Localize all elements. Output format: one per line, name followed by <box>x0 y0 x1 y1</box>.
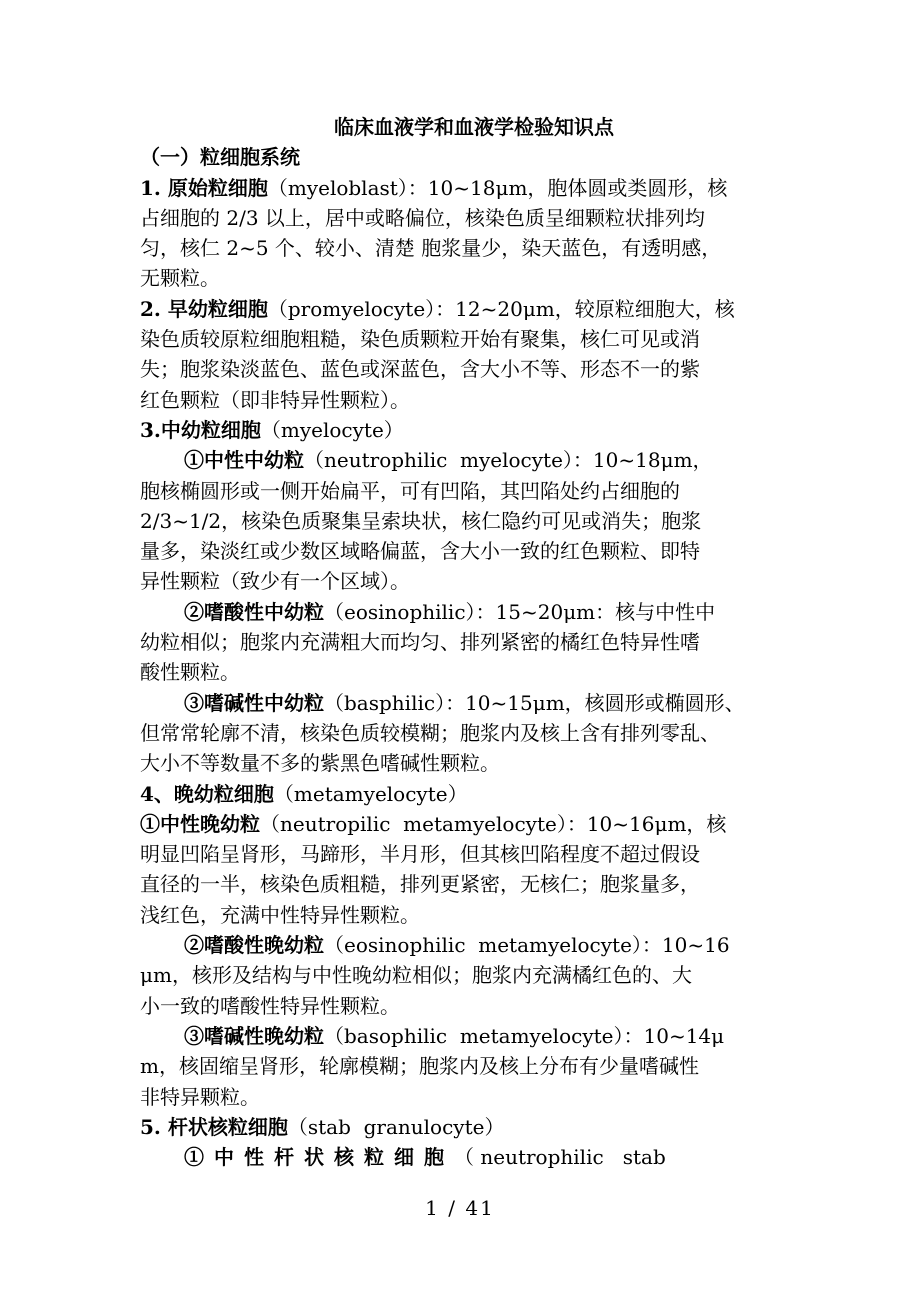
term-heading: ③嗜碱性晚幼粒 <box>184 1023 324 1048</box>
paragraph-line: ①中性杆状核粒细胞（ neutrophilic stab <box>184 1145 666 1170</box>
section-heading: （一）粒细胞系统 <box>140 145 300 170</box>
paragraph-line: ①中性晚幼粒（neutropilic metamyelocyte）：10~16μm，核 <box>140 811 727 836</box>
term-heading: ②嗜酸性中幼粒 <box>184 599 324 624</box>
term-heading: 3.中幼粒细胞 <box>140 417 261 442</box>
paragraph-line: 无颗粒。 <box>140 266 220 291</box>
paragraph-line: 2. 早幼粒细胞（promyelocyte）：12~20μm，较原粒细胞大，核 <box>140 296 735 321</box>
term-heading: 2. 早幼粒细胞 <box>140 296 268 321</box>
paragraph-line: 5. 杆状核粒细胞（stab granulocyte） <box>140 1114 505 1139</box>
term-heading: 1. 原始粒细胞 <box>140 175 268 200</box>
page-title: 临床血液学和血液学检验知识点 <box>334 115 614 139</box>
term-heading: 4、晚幼粒细胞 <box>140 781 274 806</box>
paragraph-line: ③嗜碱性晚幼粒（basophilic metamyelocyte）：10~14μ <box>184 1023 725 1048</box>
document-body <box>140 112 792 1172</box>
paragraph-line: 小一致的嗜酸性特异性颗粒。 <box>140 993 400 1018</box>
paragraph-line: 胞核椭圆形或一侧开始扁平，可有凹陷，其凹陷处约占细胞的 <box>140 478 680 503</box>
paragraph-line: 大小不等数量不多的紫黑色嗜碱性颗粒。 <box>140 751 500 776</box>
paragraph-line: 量多，染淡红或少数区域略偏蓝，含大小一致的红色颗粒、即特 <box>140 539 700 564</box>
paragraph-line: ①中性中幼粒（neutrophilic myelocyte）：10~18μm， <box>184 448 713 473</box>
paragraph-line: 3.中幼粒细胞（myelocyte） <box>140 417 404 442</box>
paragraph-line: 但常常轮廓不清，核染色质较模糊；胞浆内及核上含有排列零乱、 <box>140 720 720 745</box>
term-heading: ①中性杆状核粒细胞 <box>184 1145 454 1170</box>
paragraph-line: ②嗜酸性中幼粒（eosinophilic）：15~20μm：核与中性中 <box>184 599 716 624</box>
paragraph-line: 酸性颗粒。 <box>140 660 240 685</box>
paragraph-line: 浅红色，充满中性特异性颗粒。 <box>140 902 420 927</box>
paragraph-line: 染色质较原粒细胞粗糙，染色质颗粒开始有聚集，核仁可见或消 <box>140 327 700 352</box>
page-number: 1 / 41 <box>425 1196 495 1220</box>
paragraph-line: 占细胞的 2/3 以上，居中或略偏位，核染色质呈细颗粒状排列均 <box>140 205 705 230</box>
paragraph-line: 红色颗粒（即非特异性颗粒）。 <box>140 387 410 412</box>
paragraph-line: 匀，核仁 2~5 个、较小、清楚 胞浆量少，染天蓝色，有透明感， <box>140 236 722 261</box>
paragraph-line: 2/3~1/2，核染色质聚集呈索块状，核仁隐约可见或消失；胞浆 <box>140 508 702 533</box>
term-heading: ①中性中幼粒 <box>184 448 304 473</box>
paragraph-line: 明显凹陷呈肾形，马蹄形，半月形，但其核凹陷程度不超过假设 <box>140 842 700 867</box>
paragraph-line: 4、晚幼粒细胞（metamyelocyte） <box>140 781 468 806</box>
paragraph-line: 1. 原始粒细胞（myeloblast）：10~18μm，胞体圆或类圆形，核 <box>140 175 728 200</box>
paragraph-line: 失；胞浆染淡蓝色、蓝色或深蓝色，含大小不等、形态不一的紫 <box>140 357 700 382</box>
paragraph-line: μm，核形及结构与中性晚幼粒相似；胞浆内充满橘红色的、大 <box>140 963 692 988</box>
term-heading: 5. 杆状核粒细胞 <box>140 1114 288 1139</box>
paragraph-line: 直径的一半，核染色质粗糙，排列更紧密，无核仁；胞浆量多， <box>140 872 700 897</box>
term-heading: ③嗜碱性中幼粒 <box>184 690 324 715</box>
paragraph-line: 幼粒相似；胞浆内充满粗大而均匀、排列紧密的橘红色特异性嗜 <box>140 630 700 655</box>
term-heading: ①中性晚幼粒 <box>140 811 260 836</box>
paragraph-line: ②嗜酸性晚幼粒（eosinophilic metamyelocyte）：10~16 <box>184 933 730 958</box>
paragraph-line: 非特异颗粒。 <box>140 1084 260 1109</box>
paragraph-line: 异性颗粒（致少有一个区域）。 <box>140 569 410 594</box>
paragraph-line: m，核固缩呈肾形，轮廓模糊；胞浆内及核上分布有少量嗜碱性 <box>140 1054 699 1079</box>
paragraph-line: ③嗜碱性中幼粒（basphilic）：10~15μm，核圆形或椭圆形、 <box>184 690 745 715</box>
term-heading: ②嗜酸性晚幼粒 <box>184 933 324 958</box>
